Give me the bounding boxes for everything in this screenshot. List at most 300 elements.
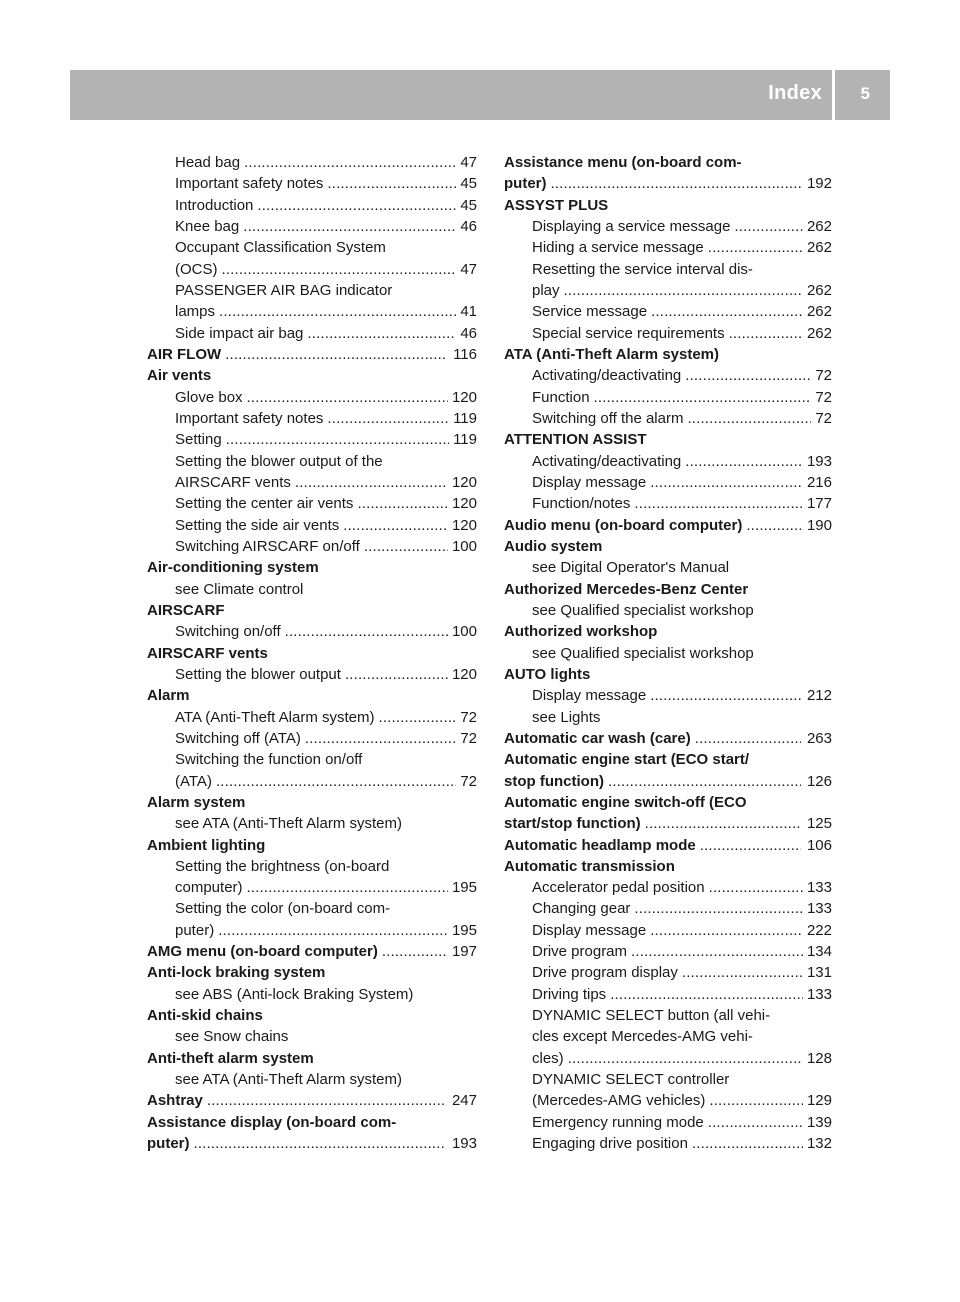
index-entry bbox=[504, 237, 832, 258]
index-entry-page: 46 bbox=[460, 217, 477, 235]
index-entry bbox=[504, 472, 832, 493]
index-entry bbox=[504, 664, 832, 685]
index-entry bbox=[147, 685, 477, 706]
index-entry-page: 41 bbox=[460, 303, 477, 321]
index-entry-text: Alarm bbox=[147, 687, 190, 705]
index-entry-text: Anti-lock braking system bbox=[147, 964, 326, 982]
index-entry-text: Glove box bbox=[175, 388, 243, 406]
dot-leader bbox=[295, 472, 448, 493]
dot-leader bbox=[222, 259, 457, 280]
index-entry-text: Switching off (ATA) bbox=[175, 729, 301, 747]
index-entry bbox=[147, 1005, 477, 1026]
index-entry-text: Switching AIRSCARF on/off bbox=[175, 537, 360, 555]
index-entry-text: Setting bbox=[175, 431, 222, 449]
index-entry-text: puter) bbox=[504, 175, 547, 193]
index-entry-text: Activating/deactivating bbox=[532, 367, 682, 385]
dot-leader bbox=[327, 408, 449, 429]
index-entry-page: 134 bbox=[806, 943, 832, 961]
index-entry-text: Resetting the service interval dis- bbox=[532, 260, 753, 278]
index-entry-text: Anti-skid chains bbox=[147, 1007, 263, 1025]
index-entry-page: 212 bbox=[806, 687, 832, 705]
index-entry-text: Switching on/off bbox=[175, 623, 281, 641]
index-entry-text: AUTO lights bbox=[504, 665, 591, 683]
index-entry-page: 197 bbox=[451, 943, 477, 961]
index-entry-page: 46 bbox=[460, 324, 477, 342]
index-entry bbox=[504, 1133, 832, 1154]
index-entry-text: Switching off the alarm bbox=[532, 409, 684, 427]
index-entry bbox=[147, 195, 477, 216]
dot-leader bbox=[709, 877, 803, 898]
index-entry bbox=[147, 984, 477, 1005]
index-entry-text: Anti-theft alarm system bbox=[147, 1049, 314, 1067]
index-entry bbox=[504, 749, 832, 770]
dot-leader bbox=[216, 771, 456, 792]
dot-leader bbox=[746, 515, 801, 536]
index-entry-text: Head bag bbox=[175, 154, 241, 171]
index-entry bbox=[504, 280, 832, 301]
index-entry bbox=[504, 323, 832, 344]
index-entry bbox=[147, 941, 477, 962]
index-entry-page: 72 bbox=[815, 409, 832, 427]
index-entry-text: Ambient lighting bbox=[147, 836, 266, 854]
index-entry-text: lamps bbox=[175, 303, 216, 321]
index-entry bbox=[147, 429, 477, 450]
index-entry bbox=[504, 408, 832, 429]
index-entry-text: stop function) bbox=[504, 772, 604, 790]
index-entry-text: (Mercedes-AMG vehicles) bbox=[532, 1092, 706, 1110]
index-entry-text: Display message bbox=[532, 921, 647, 939]
index-entry-page: 133 bbox=[806, 879, 832, 897]
index-entry-page: 177 bbox=[806, 495, 832, 513]
dot-leader bbox=[382, 941, 446, 962]
index-entry-text: AIR FLOW bbox=[147, 345, 222, 363]
dot-leader bbox=[244, 152, 456, 173]
index-entry bbox=[504, 643, 832, 664]
index-entry-page: 195 bbox=[451, 879, 477, 897]
index-entry-text: play bbox=[532, 281, 560, 299]
index-entry-page: 133 bbox=[806, 900, 832, 918]
dot-leader bbox=[247, 877, 448, 898]
index-entry bbox=[147, 835, 477, 856]
dot-leader bbox=[307, 323, 456, 344]
dot-leader bbox=[378, 707, 456, 728]
dot-leader bbox=[226, 429, 449, 450]
index-entry-text: Emergency running mode bbox=[532, 1113, 704, 1131]
dot-leader bbox=[257, 195, 456, 216]
index-entry bbox=[147, 451, 477, 472]
index-entry-text: Knee bag bbox=[175, 217, 240, 235]
index-entry bbox=[147, 877, 477, 898]
index-entry bbox=[147, 472, 477, 493]
index-entry-text: Assistance menu (on-board com- bbox=[504, 154, 742, 171]
index-entry bbox=[504, 152, 832, 173]
index-entry bbox=[147, 643, 477, 664]
index-entry-text: Authorized workshop bbox=[504, 623, 658, 641]
index-entry-text: Changing gear bbox=[532, 900, 631, 918]
index-entry-text: Important safety notes bbox=[175, 409, 324, 427]
index-entry-page: 262 bbox=[806, 281, 832, 299]
dot-leader bbox=[285, 621, 448, 642]
index-entry-text: Setting the color (on-board com- bbox=[175, 900, 391, 918]
dot-leader bbox=[551, 173, 801, 194]
index-entry-text: AMG menu (on-board computer) bbox=[147, 943, 378, 961]
index-entry bbox=[504, 216, 832, 237]
index-entry bbox=[504, 387, 832, 408]
index-entry-page: 192 bbox=[806, 175, 832, 193]
index-entry bbox=[147, 1090, 477, 1111]
index-entry-text: Setting the blower output bbox=[175, 665, 341, 683]
index-entry-text: PASSENGER AIR BAG indicator bbox=[175, 281, 393, 299]
index-entry bbox=[504, 515, 832, 536]
page-number: 5 bbox=[860, 84, 870, 103]
dot-leader bbox=[687, 408, 811, 429]
header-divider bbox=[832, 70, 835, 120]
index-entry bbox=[504, 792, 832, 813]
index-entry-text: Authorized Mercedes-Benz Center bbox=[504, 580, 749, 598]
index-entry bbox=[504, 835, 832, 856]
page-header bbox=[70, 70, 890, 120]
index-entry bbox=[504, 920, 832, 941]
index-entry-text: see Qualified specialist workshop bbox=[532, 644, 754, 662]
dot-leader bbox=[608, 771, 801, 792]
dot-leader bbox=[709, 1090, 803, 1111]
index-entry-text: Audio menu (on-board computer) bbox=[504, 516, 743, 534]
index-entry-text: AIRSCARF vents bbox=[147, 644, 268, 662]
dot-leader bbox=[364, 536, 448, 557]
index-entry-page: 72 bbox=[460, 772, 477, 790]
dot-leader bbox=[700, 835, 801, 856]
dot-leader bbox=[564, 280, 803, 301]
index-entry bbox=[147, 408, 477, 429]
index-entry-text: puter) bbox=[175, 921, 215, 939]
index-entry bbox=[504, 536, 832, 557]
index-entry-page: 262 bbox=[806, 217, 832, 235]
index-entry-page: 72 bbox=[815, 367, 832, 385]
index-entry-text: Switching the function on/off bbox=[175, 751, 363, 769]
dot-leader bbox=[692, 1133, 803, 1154]
index-entry bbox=[147, 600, 477, 621]
index-entry bbox=[504, 962, 832, 983]
index-entry-page: 193 bbox=[451, 1135, 477, 1153]
index-entry-page: 100 bbox=[451, 537, 477, 555]
index-entry-text: (OCS) bbox=[175, 260, 218, 278]
index-entry-text: Displaying a service message bbox=[532, 217, 731, 235]
dot-leader bbox=[225, 344, 447, 365]
index-entry-page: 120 bbox=[451, 473, 477, 491]
dot-leader bbox=[708, 237, 803, 258]
index-entry bbox=[147, 323, 477, 344]
index-entry-text: Setting the blower output of the bbox=[175, 452, 383, 470]
index-column-left bbox=[147, 152, 477, 1154]
dot-leader bbox=[568, 1048, 803, 1069]
index-entry-text: Display message bbox=[532, 473, 647, 491]
index-entry-text: ATA (Anti-Theft Alarm system) bbox=[504, 345, 720, 363]
index-entry-text: Hiding a service message bbox=[532, 239, 704, 257]
dot-leader bbox=[651, 301, 803, 322]
index-entry-text: Function bbox=[532, 388, 590, 406]
index-entry-text: Service message bbox=[532, 303, 648, 321]
index-entry-text: see Climate control bbox=[175, 580, 304, 598]
index-entry-page: 126 bbox=[806, 772, 832, 790]
index-entry bbox=[147, 728, 477, 749]
dot-leader bbox=[645, 813, 801, 834]
index-entry bbox=[504, 1090, 832, 1111]
index-entry bbox=[147, 621, 477, 642]
index-entry-text: Engaging drive position bbox=[532, 1135, 688, 1153]
index-entry bbox=[504, 1026, 832, 1047]
dot-leader bbox=[247, 387, 448, 408]
index-entry-text: see Digital Operator's Manual bbox=[532, 559, 730, 577]
index-entry bbox=[504, 557, 832, 578]
index-entry-page: 262 bbox=[806, 239, 832, 257]
index-entry bbox=[147, 664, 477, 685]
index-entry-page: 128 bbox=[806, 1049, 832, 1067]
index-entry-page: 72 bbox=[460, 708, 477, 726]
index-entry bbox=[147, 749, 477, 770]
index-entry-page: 125 bbox=[806, 815, 832, 833]
dot-leader bbox=[685, 365, 811, 386]
index-entry-page: 119 bbox=[453, 409, 477, 427]
dot-leader bbox=[631, 941, 803, 962]
index-entry bbox=[147, 237, 477, 258]
index-entry bbox=[147, 1112, 477, 1133]
index-entry-text: ATTENTION ASSIST bbox=[504, 431, 647, 449]
index-entry bbox=[504, 600, 832, 621]
index-entry bbox=[504, 728, 832, 749]
index-entry-text: DYNAMIC SELECT button (all vehi- bbox=[532, 1007, 771, 1025]
index-entry bbox=[504, 301, 832, 322]
index-entry-text: Setting the center air vents bbox=[175, 495, 354, 513]
dot-leader bbox=[634, 493, 803, 514]
index-entry-page: 72 bbox=[460, 729, 477, 747]
index-entry-page: 120 bbox=[451, 516, 477, 534]
dot-leader bbox=[343, 515, 448, 536]
index-entry-text: Setting the side air vents bbox=[175, 516, 340, 534]
index-entry bbox=[504, 451, 832, 472]
index-entry-page: 131 bbox=[806, 964, 832, 982]
dot-leader bbox=[650, 472, 803, 493]
dot-leader bbox=[207, 1090, 446, 1111]
dot-leader bbox=[305, 728, 456, 749]
index-entry-page: 222 bbox=[806, 921, 832, 939]
dot-leader bbox=[634, 898, 803, 919]
index-entry bbox=[147, 365, 477, 386]
index-entry bbox=[147, 856, 477, 877]
index-entry-page: 216 bbox=[806, 473, 832, 491]
dot-leader bbox=[594, 387, 812, 408]
index-entry bbox=[504, 493, 832, 514]
index-entry-page: 193 bbox=[806, 452, 832, 470]
index-entry-text: Special service requirements bbox=[532, 324, 725, 342]
index-entry-page: 47 bbox=[460, 154, 477, 171]
dot-leader bbox=[650, 685, 803, 706]
dot-leader bbox=[729, 323, 803, 344]
index-entry-text: Display message bbox=[532, 687, 647, 705]
index-entry bbox=[504, 579, 832, 600]
index-entry bbox=[147, 920, 477, 941]
index-entry-page: 133 bbox=[806, 985, 832, 1003]
index-entry bbox=[147, 259, 477, 280]
index-entry-text: Drive program bbox=[532, 943, 628, 961]
index-entry-page: 120 bbox=[451, 388, 477, 406]
index-entry bbox=[147, 579, 477, 600]
index-entry bbox=[147, 173, 477, 194]
index-entry-page: 120 bbox=[451, 495, 477, 513]
index-entry-text: Automatic engine start (ECO start/ bbox=[504, 751, 750, 769]
dot-leader bbox=[218, 920, 448, 941]
index-entry-text: Audio system bbox=[504, 537, 603, 555]
index-entry bbox=[504, 984, 832, 1005]
dot-leader bbox=[650, 920, 803, 941]
dot-leader bbox=[708, 1112, 803, 1133]
index-entry bbox=[504, 941, 832, 962]
dot-leader bbox=[357, 493, 448, 514]
index-entry-text: Automatic car wash (care) bbox=[504, 729, 691, 747]
index-entry-text: start/stop function) bbox=[504, 815, 641, 833]
index-entry-page: 72 bbox=[815, 388, 832, 406]
index-entry bbox=[147, 536, 477, 557]
index-entry bbox=[504, 771, 832, 792]
index-entry bbox=[504, 813, 832, 834]
index-entry-text: puter) bbox=[147, 1135, 190, 1153]
dot-leader bbox=[327, 173, 456, 194]
index-entry-page: 119 bbox=[453, 431, 477, 449]
index-entry-text: Side impact air bag bbox=[175, 324, 304, 342]
dot-leader bbox=[734, 216, 803, 237]
index-entry bbox=[147, 813, 477, 834]
index-entry bbox=[147, 792, 477, 813]
index-entry bbox=[504, 685, 832, 706]
index-entry-text: Occupant Classification System bbox=[175, 239, 386, 257]
index-entry-page: 247 bbox=[451, 1092, 477, 1110]
index-entry-text: Accelerator pedal position bbox=[532, 879, 705, 897]
index-entry-text: see ATA (Anti-Theft Alarm system) bbox=[175, 1071, 403, 1089]
index-entry-text: Air-conditioning system bbox=[147, 559, 319, 577]
dot-leader bbox=[194, 1133, 446, 1154]
index-entry-page: 45 bbox=[460, 196, 477, 214]
index-entry bbox=[147, 344, 477, 365]
dot-leader bbox=[610, 984, 803, 1005]
index-entry bbox=[147, 557, 477, 578]
index-entry-text: Air vents bbox=[147, 367, 212, 385]
index-entry-text: see Qualified specialist workshop bbox=[532, 601, 754, 619]
index-entry-page: 262 bbox=[806, 303, 832, 321]
index-entry bbox=[504, 877, 832, 898]
index-entry bbox=[147, 493, 477, 514]
index-entry bbox=[504, 344, 832, 365]
index-entry-text: computer) bbox=[175, 879, 243, 897]
index-entry bbox=[504, 1005, 832, 1026]
index-entry-page: 129 bbox=[806, 1092, 832, 1110]
index-entry-text: (ATA) bbox=[175, 772, 212, 790]
index-entry-page: 195 bbox=[451, 921, 477, 939]
index-entry-text: Function/notes bbox=[532, 495, 631, 513]
index-entry-page: 47 bbox=[460, 260, 477, 278]
index-entry bbox=[147, 1048, 477, 1069]
index-entry-text: DYNAMIC SELECT controller bbox=[532, 1071, 730, 1089]
index-entry-text: cles except Mercedes-AMG vehi- bbox=[532, 1028, 753, 1046]
dot-leader bbox=[219, 301, 456, 322]
index-entry-text: Automatic headlamp mode bbox=[504, 836, 696, 854]
page-title: Index bbox=[768, 82, 822, 104]
index-entry bbox=[504, 365, 832, 386]
index-entry-page: 45 bbox=[460, 175, 477, 193]
index-entry bbox=[147, 1069, 477, 1090]
index-entry-page: 100 bbox=[451, 623, 477, 641]
index-entry-page: 262 bbox=[806, 324, 832, 342]
index-entry bbox=[504, 173, 832, 194]
index-entry-text: Drive program display bbox=[532, 964, 678, 982]
index-entry bbox=[504, 1112, 832, 1133]
index-entry bbox=[504, 195, 832, 216]
index-entry bbox=[504, 259, 832, 280]
index-entry bbox=[504, 898, 832, 919]
index-entry bbox=[147, 1133, 477, 1154]
index-entry bbox=[147, 216, 477, 237]
index-entry-text: Assistance display (on-board com- bbox=[147, 1113, 397, 1131]
index-entry bbox=[504, 856, 832, 877]
index-entry bbox=[147, 898, 477, 919]
index-entry-page: 120 bbox=[451, 665, 477, 683]
index-entry bbox=[147, 515, 477, 536]
index-entry-text: Driving tips bbox=[532, 985, 607, 1003]
dot-leader bbox=[682, 962, 803, 983]
index-entry bbox=[504, 621, 832, 642]
index-entry-text: see ATA (Anti-Theft Alarm system) bbox=[175, 815, 403, 833]
index-entry bbox=[147, 152, 477, 173]
index-entry-text: see Lights bbox=[532, 708, 601, 726]
index-entry-text: see Snow chains bbox=[175, 1028, 289, 1046]
index-entry-text: Alarm system bbox=[147, 793, 246, 811]
dot-leader bbox=[695, 728, 801, 749]
index-entry bbox=[147, 301, 477, 322]
index-entry-page: 263 bbox=[806, 729, 832, 747]
index-entry-text: Automatic transmission bbox=[504, 857, 675, 875]
index-column-right bbox=[504, 152, 832, 1154]
dot-leader bbox=[243, 216, 456, 237]
index-entry bbox=[504, 1048, 832, 1069]
dot-leader bbox=[345, 664, 448, 685]
index-entry-text: AIRSCARF bbox=[147, 601, 225, 619]
index-entry-text: cles) bbox=[532, 1049, 564, 1067]
index-entry-page: 132 bbox=[806, 1135, 832, 1153]
index-entry-text: Automatic engine switch-off (ECO bbox=[504, 793, 747, 811]
index-entry bbox=[504, 707, 832, 728]
index-entry bbox=[147, 707, 477, 728]
index-entry-page: 116 bbox=[453, 345, 477, 363]
index-entry-text: ATA (Anti-Theft Alarm system) bbox=[175, 708, 375, 726]
index-entry-page: 139 bbox=[806, 1113, 832, 1131]
index-entry-text: Activating/deactivating bbox=[532, 452, 682, 470]
index-entry-text: Ashtray bbox=[147, 1092, 203, 1110]
dot-leader bbox=[685, 451, 803, 472]
index-entry-text: ASSYST PLUS bbox=[504, 196, 609, 214]
index-entry-text: Important safety notes bbox=[175, 175, 324, 193]
index-entry-page: 106 bbox=[806, 836, 832, 854]
index-entry-page: 190 bbox=[806, 516, 832, 534]
index-entry-text: see ABS (Anti-lock Braking System) bbox=[175, 985, 414, 1003]
index-entry-text: AIRSCARF vents bbox=[175, 473, 291, 491]
index-entry-text: Introduction bbox=[175, 196, 254, 214]
index-entry bbox=[504, 429, 832, 450]
index-entry bbox=[147, 387, 477, 408]
index-entry-text: Setting the brightness (on-board bbox=[175, 857, 390, 875]
index-entry bbox=[147, 1026, 477, 1047]
index-entry bbox=[147, 771, 477, 792]
index-entry bbox=[504, 1069, 832, 1090]
index-entry bbox=[147, 962, 477, 983]
index-entry bbox=[147, 280, 477, 301]
